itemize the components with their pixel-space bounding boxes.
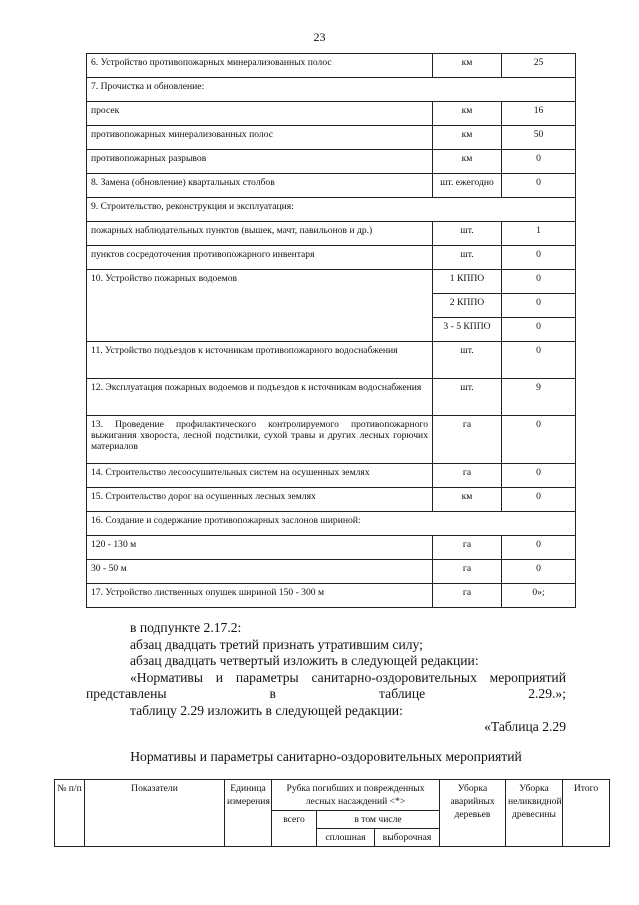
section-title: 9. Строительство, реконструкция и эксплуатация: (87, 198, 576, 222)
row-value: 0 (502, 246, 576, 270)
header-clear: сплошная (317, 829, 375, 847)
table-title: Нормативы и параметры санитарно-оздоровительных мероприятий (130, 749, 522, 764)
row-value: 25 (502, 54, 576, 78)
table-row (87, 102, 576, 126)
row-value: 0 (502, 174, 576, 198)
row-value: 0 (502, 150, 576, 174)
row-name: 11. Устройство подъездов к источникам противопожарного водоснабжения (87, 342, 433, 379)
row-unit: шт. (433, 342, 502, 379)
table-row (87, 416, 576, 464)
table-row (87, 488, 576, 512)
row-unit: шт. (433, 222, 502, 246)
row-unit: га (433, 560, 502, 584)
fire-measures-table (86, 53, 576, 608)
table-row (87, 174, 576, 198)
table-row (87, 126, 576, 150)
table-row (87, 379, 576, 416)
table-row (87, 150, 576, 174)
row-name: 15. Строительство дорог на осушенных лесных землях (87, 488, 433, 512)
row-unit: км (433, 150, 502, 174)
row-unit: га (433, 464, 502, 488)
header-including: в том числе (317, 811, 440, 829)
row-name: противопожарных минерализованных полос (87, 126, 433, 150)
row-unit: га (433, 416, 502, 464)
row-name: 13. Проведение профилактического контролируемого противопожарного выжигания хвороста, лесной подстилки, сухой травы и других лесных горючих материалов (87, 416, 433, 464)
row-name: 120 - 130 м (87, 536, 433, 560)
table-section-row (87, 78, 576, 102)
header-indicators: Показатели (85, 780, 225, 847)
header-unit: Единица измерения (225, 780, 272, 847)
row-name: 8. Замена (обновление) квартальных столбов (87, 174, 433, 198)
header-num: № п/п (55, 780, 85, 847)
row-name: 14. Строительство лесоосушительных систем на осушенных землях (87, 464, 433, 488)
header-total: всего (272, 811, 317, 847)
paragraph: абзац двадцать четвертый изложить в следующей редакции: (130, 653, 479, 668)
table-row (87, 584, 576, 608)
row-value: 0»; (502, 584, 576, 608)
paragraph: таблицу 2.29 изложить в следующей редакции: (130, 702, 403, 718)
section-title: 16. Создание и содержание противопожарных заслонов шириной: (87, 512, 576, 536)
table-row (87, 246, 576, 270)
header-selective: выборочная (375, 829, 440, 847)
row-unit: шт. ежегодно (433, 174, 502, 198)
table-row (87, 222, 576, 246)
paragraph: абзац двадцать третий признать утратившим силу; (130, 636, 423, 652)
table-label: «Таблица 2.29 (484, 719, 566, 734)
row-name: пожарных наблюдательных пунктов (вышек, мачт, павильонов и др.) (87, 222, 433, 246)
row-unit: км (433, 102, 502, 126)
table-2-29-header (54, 779, 610, 847)
table-row (87, 464, 576, 488)
row-unit: км (433, 54, 502, 78)
row-unit: км (433, 488, 502, 512)
row-name: 12. Эксплуатация пожарных водоемов и подъездов к источникам водоснабжения (87, 379, 433, 416)
row-unit: км (433, 126, 502, 150)
table-row (87, 560, 576, 584)
row-value: 0 (502, 464, 576, 488)
row-value: 1 (502, 222, 576, 246)
row-value: 0 (502, 318, 576, 342)
row-value: 16 (502, 102, 576, 126)
paragraph: «Нормативы и параметры санитарно-оздоровительных мероприятий представлены в таблице 2.29.»; (86, 669, 566, 701)
row-value: 0 (502, 342, 576, 379)
row-value: 0 (502, 488, 576, 512)
table-section-row (87, 512, 576, 536)
row-value: 0 (502, 560, 576, 584)
page-number: 23 (313, 30, 326, 44)
row-value: 0 (502, 416, 576, 464)
row-value: 0 (502, 536, 576, 560)
header-felling: Рубка погибших и поврежденных лесных насаждений <*> (272, 780, 440, 811)
row-unit: 1 КППО (433, 270, 502, 294)
row-value: 0 (502, 270, 576, 294)
row-unit: 2 КППО (433, 294, 502, 318)
row-unit: га (433, 584, 502, 608)
row-name: 10. Устройство пожарных водоемов (87, 270, 433, 342)
row-name: противопожарных разрывов (87, 150, 433, 174)
header-sum: Итого (563, 780, 610, 847)
amendment-text (86, 620, 566, 736)
row-value: 50 (502, 126, 576, 150)
row-name: просек (87, 102, 433, 126)
row-value: 0 (502, 294, 576, 318)
table-row (87, 342, 576, 379)
header-illiquid: Уборка неликвидной древесины (506, 780, 563, 847)
row-unit: шт. (433, 379, 502, 416)
row-value: 9 (502, 379, 576, 416)
row-unit: га (433, 536, 502, 560)
table-row (87, 54, 576, 78)
table-row (87, 270, 576, 294)
table-section-row (87, 198, 576, 222)
row-unit: шт. (433, 246, 502, 270)
row-name: 30 - 50 м (87, 560, 433, 584)
section-title: 7. Прочистка и обновление: (87, 78, 576, 102)
paragraph: в подпункте 2.17.2: (130, 620, 242, 635)
row-name: 17. Устройство лиственных опушек шириной 150 - 300 м (87, 584, 433, 608)
table-row (87, 536, 576, 560)
row-name: пунктов сосредоточения противопожарного инвентаря (87, 246, 433, 270)
header-emergency: Уборка аварийных деревьев (440, 780, 506, 847)
row-name: 6. Устройство противопожарных минерализованных полос (87, 54, 433, 78)
row-unit: 3 - 5 КППО (433, 318, 502, 342)
